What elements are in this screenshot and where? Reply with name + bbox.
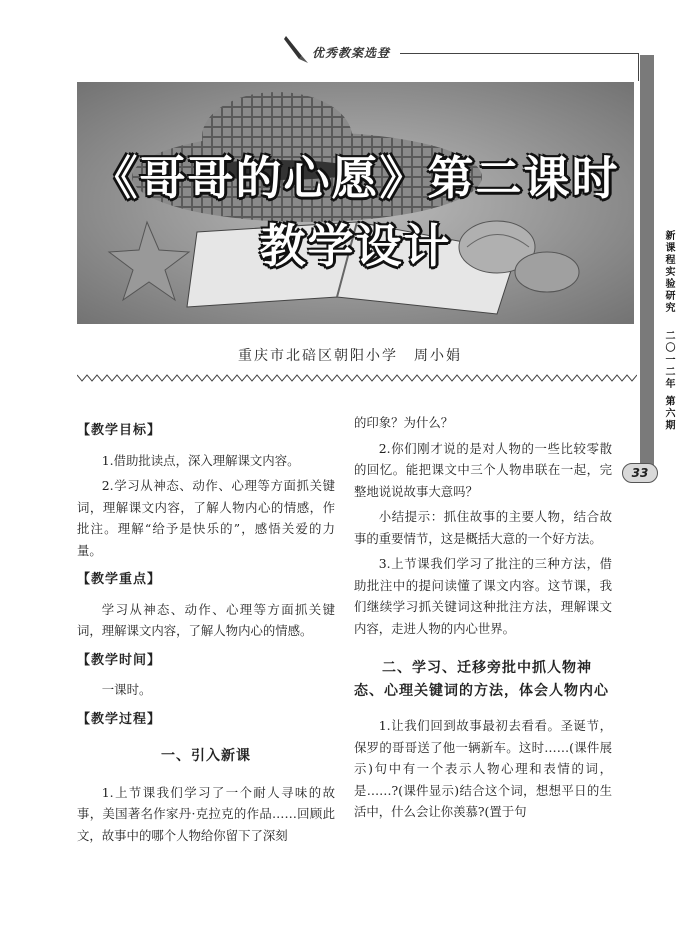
page-number: 33 — [622, 463, 658, 483]
journal-name: 新课程实验研究 — [663, 230, 674, 314]
part1-heading: 一、引入新课 — [161, 748, 251, 764]
time-text: 一课时。 — [101, 682, 152, 697]
title-line-2: 教学设计 — [259, 219, 452, 273]
zigzag-divider — [77, 374, 637, 382]
paragraph-2: 2.你们刚才说的是对人物的一些比较零散的回忆。能把课文中三个人物串联在一起，完整地说说故事大意吗？ — [354, 440, 612, 499]
key-heading: 【教学重点】 — [77, 572, 162, 587]
brush-pen-icon — [282, 34, 310, 64]
paragraph-4: 1.让我们回到故事最初去看看。圣诞节，保罗的哥哥送了他一辆新车。这时……(课件展示)句中有一个表示人物心理和表情的词，是……?(课件显示)结合这个词，想想平日的生活中，什么会让你羡慕?(置于句 — [354, 718, 612, 819]
part2-heading — [354, 657, 612, 703]
part1-text: 1.上节课我们学习了一个耐人寻味的故事，美国著名作家丹·克拉克的作品……回顾此文，故事中的哪个人物给你留下了深刻 — [77, 784, 335, 843]
time-heading: 【教学时间】 — [77, 652, 162, 668]
paragraph-3: 3.上节课我们学习了批注的三种方法，借助批注中的提问读懂了课文内容。这节课，我们继续学习抓关键词这种批注方法，理解课文内容，走进人物的内心世界。 — [354, 556, 612, 636]
left-column — [77, 412, 335, 850]
column-label: 优秀教案选登 — [312, 46, 391, 60]
title-line-1: 《哥哥的心愿》第二课时 — [91, 151, 620, 205]
goal-heading: 【教学目标】 — [77, 423, 162, 438]
process-heading: 【教学过程】 — [77, 711, 162, 727]
title-banner — [77, 82, 634, 324]
continued-text: 的印象？为什么？ — [354, 415, 454, 430]
issue-label: 二〇一二年 第六期 — [663, 330, 674, 432]
goal-item-1: 1.借助批读点，深入理解课文内容。 — [101, 452, 300, 468]
part2-heading-line-2: 态、心理关键词的方法，体会人物内心 — [354, 683, 609, 699]
header-rule — [400, 53, 638, 54]
goal-item-2: 2.学习从神态、动作、心理等方面抓关键词，理解课文内容，了解人物内心的情感，作批注。理解“给予是快乐的”，感悟关爱的力量。 — [77, 478, 335, 558]
summary-paragraph: 小结提示：抓住故事的主要人物，结合故事的重要情节，这是概括大意的一个好方法。 — [354, 509, 612, 546]
key-text: 学习从神态、动作、心理等方面抓关键词，理解课文内容，了解人物内心的情感。 — [77, 601, 335, 638]
part2-heading-line-1: 二、学习、迁移旁批中抓人物神 — [382, 660, 592, 676]
header-rule-vertical — [638, 53, 639, 81]
right-column — [354, 412, 612, 827]
author-line: 重庆市北碚区朝阳小学 周小娟 — [238, 348, 462, 364]
